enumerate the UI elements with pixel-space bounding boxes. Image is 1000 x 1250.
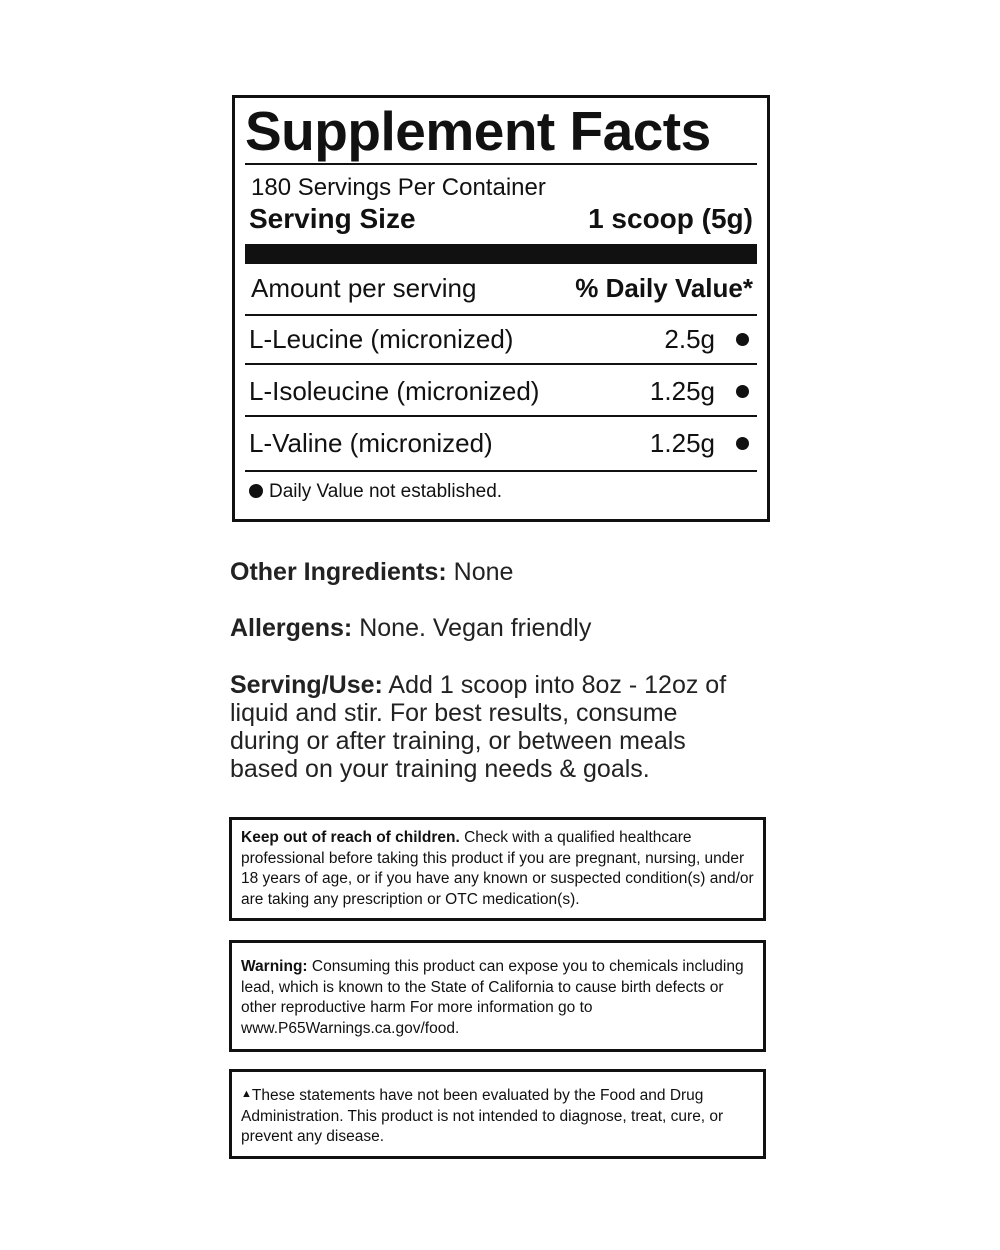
allergens-label: Allergens: xyxy=(230,614,353,642)
bullet-icon xyxy=(249,484,263,498)
nutrient-row xyxy=(249,319,757,359)
bullet-icon xyxy=(736,385,749,398)
divider xyxy=(245,470,757,472)
facts-footnote xyxy=(249,480,502,504)
other-ingredients-value: None xyxy=(453,558,514,586)
divider xyxy=(245,163,757,165)
serving-use-value: Add 1 scoop into 8oz - 12oz of liquid and stir. For best results, consume during or after training, or between meals based on your training needs & goals. xyxy=(230,671,727,783)
daily-value-label: % Daily Value* xyxy=(575,273,753,303)
nutrient-name: L-Leucine (micronized) xyxy=(249,324,514,354)
prop65-warning xyxy=(229,940,766,1052)
serving-use-label: Serving/Use: xyxy=(230,671,383,699)
triangle-icon: ▲ xyxy=(241,1088,252,1100)
bullet-icon xyxy=(736,333,749,346)
nutrient-amount: 2.5g xyxy=(664,324,715,354)
warning-heading: Warning: xyxy=(241,958,308,975)
nutrient-row xyxy=(249,371,757,411)
allergens xyxy=(230,614,750,642)
servings-per-container: 180 Servings Per Container xyxy=(251,174,546,201)
fda-disclaimer-text: These statements have not been evaluated by the Food and Drug Administration. This product is not intended to diagnose, treat, cure, or prevent any disease. xyxy=(241,1087,724,1145)
allergens-value: None. Vegan friendly xyxy=(359,614,592,642)
serving-use xyxy=(230,671,750,783)
divider xyxy=(245,363,757,365)
nutrient-name: L-Isoleucine (micronized) xyxy=(249,376,540,406)
other-ingredients xyxy=(230,558,750,586)
serving-size-label: Serving Size xyxy=(249,203,416,234)
thick-divider xyxy=(245,244,757,264)
facts-title: Supplement Facts xyxy=(245,100,711,162)
other-ingredients-label: Other Ingredients: xyxy=(230,558,447,586)
amount-per-serving-label: Amount per serving xyxy=(251,273,477,303)
fda-disclaimer xyxy=(229,1069,766,1159)
nutrient-row xyxy=(249,423,757,463)
nutrient-amount: 1.25g xyxy=(649,428,715,458)
serving-size-value: 1 scoop (5g) xyxy=(588,203,753,234)
nutrient-name: L-Valine (micronized) xyxy=(249,428,493,458)
amount-header-row xyxy=(251,270,753,306)
divider xyxy=(245,314,757,316)
children-notice xyxy=(229,817,766,921)
divider xyxy=(245,415,757,417)
warning-text: Consuming this product can expose you to chemicals including lead, which is known to the State of California to cause birth defects or other reproductive harm For more information go to www.P65Warnings.ca.gov/food. xyxy=(241,958,744,1037)
children-notice-text: Check with a qualified healthcare professional before taking this product if you are pregnant, nursing, under 18 years of age, or if you have any known or suspected condition(s) and/or are taking any prescription or OTC medication(s). xyxy=(241,829,754,908)
bullet-icon xyxy=(736,437,749,450)
nutrient-amount: 1.25g xyxy=(649,376,715,406)
footnote-text: Daily Value not established. xyxy=(269,481,503,502)
children-notice-heading: Keep out of reach of children. xyxy=(241,829,460,846)
supplement-facts-panel xyxy=(232,95,770,522)
